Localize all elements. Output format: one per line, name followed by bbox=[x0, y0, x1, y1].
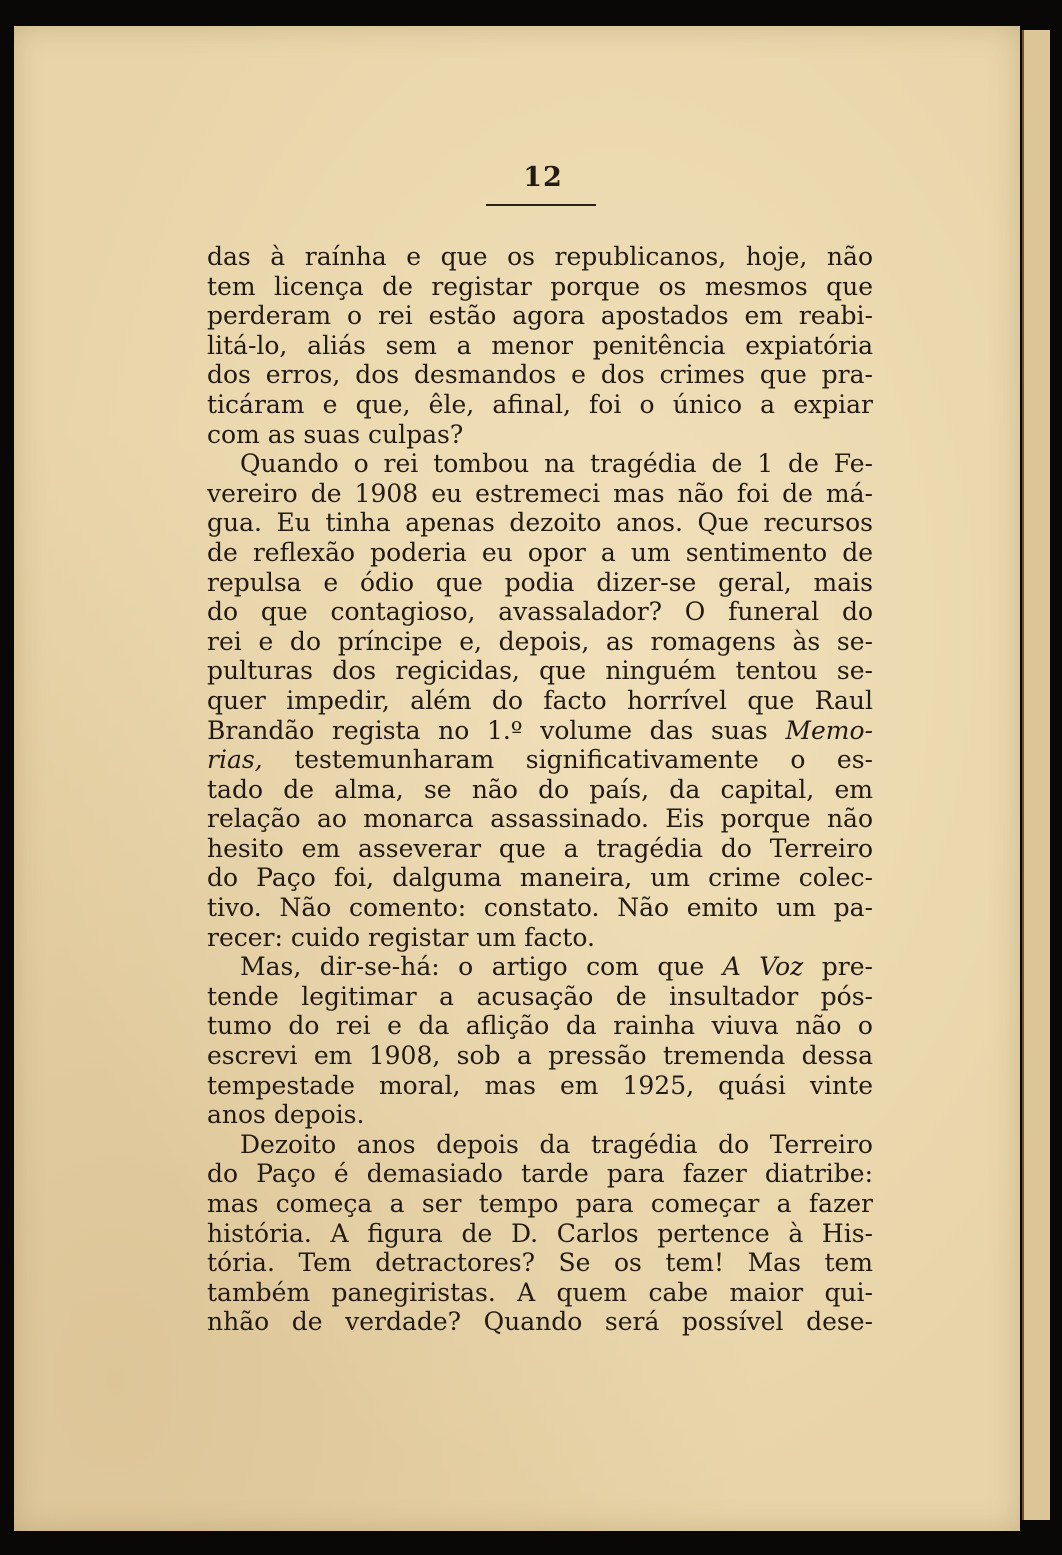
next-page-edge bbox=[1022, 30, 1050, 1520]
text-line: vereiro de 1908 eu estremeci mas não foi de má- bbox=[207, 478, 873, 508]
text-line: recer: cuido registar um facto. bbox=[207, 922, 595, 952]
italic-title-run: A Voz bbox=[722, 952, 804, 982]
text-line: tende legitimar a acusação de insultador pós- bbox=[207, 981, 873, 1011]
text-run: Mas, dir-se-há: o artigo com que bbox=[240, 952, 723, 982]
text-line: tem licença de registar porque os mesmos que bbox=[207, 271, 873, 301]
text-line: quer impedir, além do facto horrível que Raul bbox=[207, 685, 873, 715]
text-line: rei e do príncipe e, depois, as romagens às se- bbox=[207, 626, 873, 656]
body-text bbox=[207, 242, 873, 1337]
text-line: litá-lo, aliás sem a menor penitência expiatória bbox=[207, 330, 873, 360]
italic-title-run: rias, bbox=[207, 745, 263, 775]
text-line: hesito em asseverar que a tragédia do Terreiro bbox=[207, 833, 873, 863]
text-run: testemunharam significativamente o es- bbox=[262, 745, 873, 775]
text-line: do Paço é demasiado tarde para fazer diatribe: bbox=[207, 1159, 873, 1189]
text-line: tempestade moral, mas em 1925, quási vinte bbox=[207, 1070, 873, 1100]
page-number: 12 bbox=[523, 162, 563, 193]
text-line: de reflexão poderia eu opor a um sentimento de bbox=[207, 537, 873, 567]
text-line bbox=[207, 716, 873, 746]
text-line: mas começa a ser tempo para começar a fazer bbox=[207, 1189, 873, 1218]
text-line: gua. Eu tinha apenas dezoito anos. Que recursos bbox=[207, 508, 873, 538]
text-line bbox=[207, 952, 873, 982]
text-line: perderam o rei estão agora apostados em reabi- bbox=[207, 301, 873, 331]
text-line: anos depois. bbox=[207, 1100, 365, 1130]
text-line: relação ao monarca assassinado. Eis porque não bbox=[207, 804, 873, 834]
text-line: com as suas culpas? bbox=[207, 419, 464, 449]
text-line: também panegiristas. A quem cabe maior qui- bbox=[207, 1277, 873, 1307]
text-line: nhão de verdade? Quando será possível dese- bbox=[207, 1307, 873, 1337]
text-line: das à raínha e que os republicanos, hoje, não bbox=[207, 242, 873, 271]
text-line: Quando o rei tombou na tragédia de 1 de Fe- bbox=[240, 449, 873, 479]
text-line: escrevi em 1908, sob a pressão tremenda dessa bbox=[207, 1041, 873, 1071]
text-line: Dezoito anos depois da tragédia do Terreiro bbox=[240, 1129, 873, 1159]
italic-title-run: Memo- bbox=[785, 715, 873, 745]
text-line: tivo. Não comento: constato. Não emito um pa- bbox=[207, 893, 873, 923]
text-line: tado de alma, se não do país, da capital, em bbox=[207, 774, 873, 804]
text-line: ticáram e que, êle, afinal, foi o único a expiar bbox=[207, 389, 873, 419]
text-line: história. A figura de D. Carlos pertence à His- bbox=[207, 1218, 873, 1248]
text-line: do Paço foi, dalguma maneira, um crime colec- bbox=[207, 863, 873, 893]
text-line: tória. Tem detractores? Se os tem! Mas tem bbox=[207, 1248, 873, 1278]
text-run: pre- bbox=[803, 952, 873, 982]
text-line: do que contagioso, avassalador? O funeral do bbox=[207, 597, 873, 627]
text-line: tumo do rei e da aflição da rainha viuva não o bbox=[207, 1011, 873, 1041]
text-run: Brandão regista no 1.º volume das suas bbox=[207, 715, 786, 745]
text-line: repulsa e ódio que podia dizer-se geral, mais bbox=[207, 567, 873, 597]
page-number-rule bbox=[486, 204, 596, 206]
text-line: dos erros, dos desmandos e dos crimes que pra- bbox=[207, 360, 873, 390]
text-line bbox=[207, 745, 873, 775]
text-line: pulturas dos regicidas, que ninguém tentou se- bbox=[207, 656, 873, 686]
